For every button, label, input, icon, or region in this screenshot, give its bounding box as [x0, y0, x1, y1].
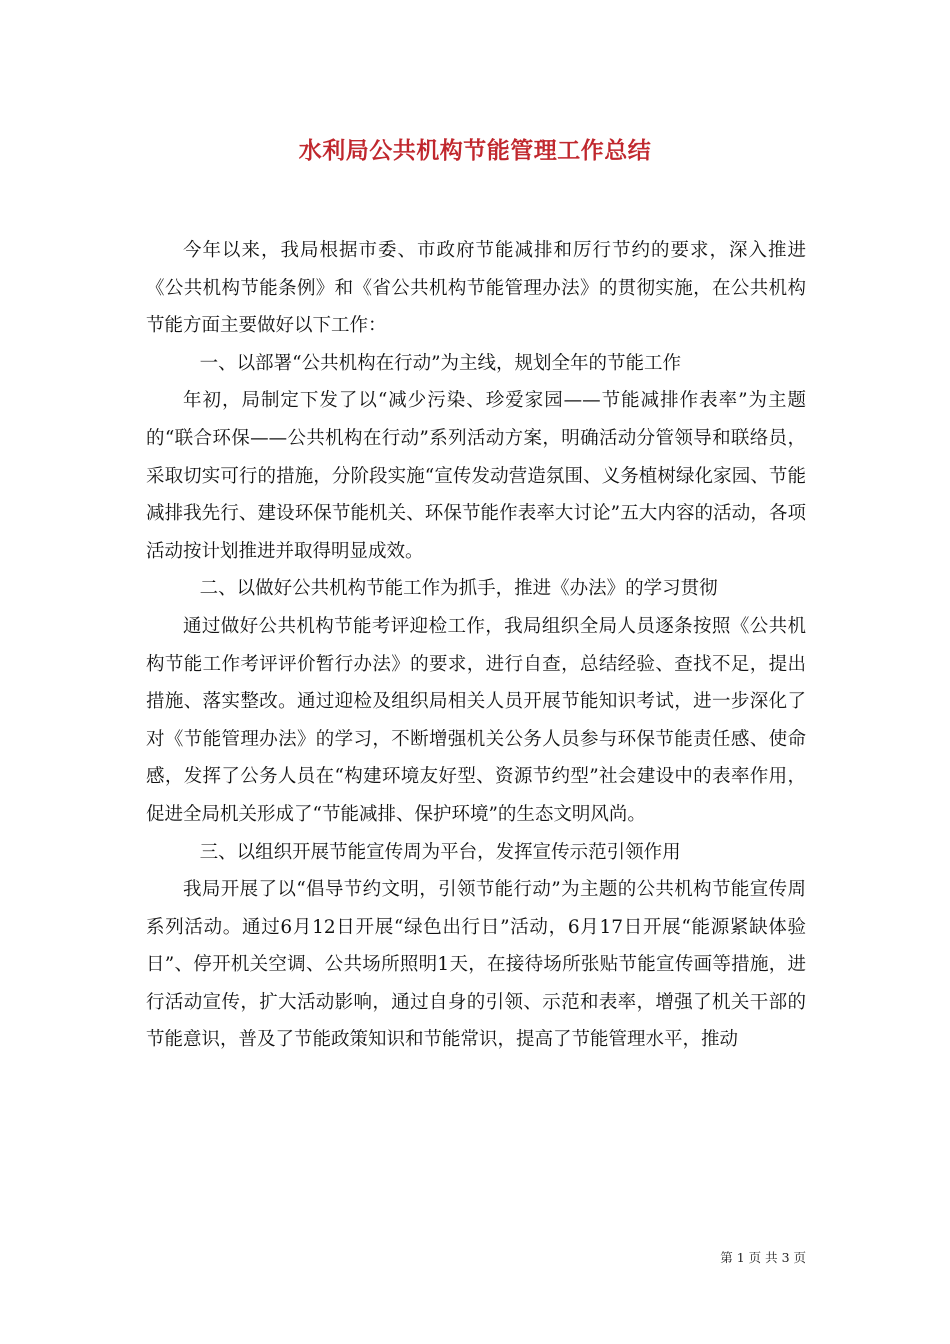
section-heading-3: 三、以组织开展节能宣传周为平台，发挥宣传示范引领作用 — [199, 841, 681, 863]
document-title: 水利局公共机构节能管理工作总结 — [298, 137, 652, 164]
paragraph-intro: 今年以来，我局根据市委、市政府节能减排和厉行节约的要求，深入推进《公共机构节能条例》和《省公共机构节能管理办法》的贯彻实施，在公共机构节能方面主要做好以下工作： — [146, 240, 806, 337]
section-heading-2: 二、以做好公共机构节能工作为抓手，推进《办法》的学习贯彻 — [199, 578, 718, 600]
document-body — [146, 232, 806, 1059]
page-number: 第 1 页 共 3 页 — [720, 1250, 806, 1265]
paragraph-section-1: 年初，局制定下发了以“减少污染、珍爱家园——节能减排作表率”为主题的“联合环保——公共机构在行动”系列活动方案，明确活动分管领导和联络员，采取切实可行的措施，分阶段实施“宣传发动营造氛围、义务植树绿化家园、节能减排我先行、建设环保节能机关、环保节能作表率大讨论”五大内容的活动，各项活动按计划推进并取得明显成效。 — [146, 390, 806, 562]
section-heading-1: 一、以部署“公共机构在行动”为主线，规划全年的节能工作 — [199, 352, 682, 374]
paragraph-section-2: 通过做好公共机构节能考评迎检工作，我局组织全局人员逐条按照《公共机构节能工作考评评价暂行办法》的要求，进行自查，总结经验、查找不足，提出措施、落实整改。通过迎检及组织局相关人员开展节能知识考试，进一步深化了对《节能管理办法》的学习，不断增强机关公务人员参与环保节能责任感、使命感，发挥了公务人员在“构建环境友好型、资源节约型”社会建设中的表率作用，促进全局机关形成了“节能减排、保护环境”的生态文明风尚。 — [146, 615, 806, 825]
paragraph-section-3: 我局开展了以“倡导节约文明，引领节能行动”为主题的公共机构节能宣传周系列活动。通过6月12日开展“绿色出行日”活动，6月17日开展“能源紧缺体验日”、停开机关空调、公共场所照明1天，在接待场所张贴节能宣传画等措施，进行活动宣传，扩大活动影响，通过自身的引领、示范和表率，增强了机关干部的节能意识，普及了节能政策知识和节能常识，提高了节能管理水平，推动 — [146, 879, 806, 1051]
